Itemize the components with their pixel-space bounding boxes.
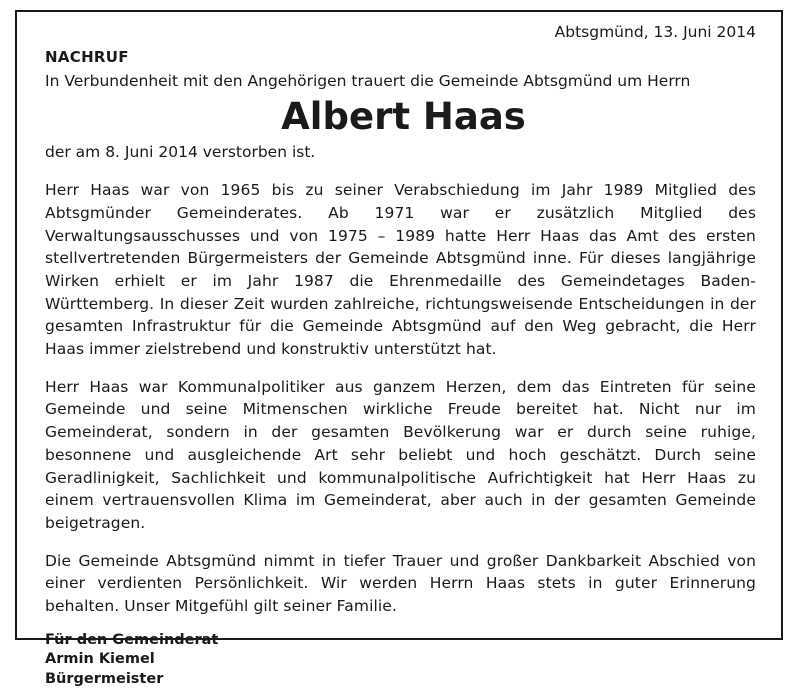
- signature-line: Für den Gemeinderat: [45, 631, 219, 648]
- signature-block: [45, 631, 756, 689]
- paragraph: Die Gemeinde Abtsgmünd nimmt in tiefer Trauer und großer Dankbarkeit Abschied von einer verdienten Persönlichkeit. Wir werden Herrn Haas stets in guter Erinnerung behalten. Unser Mitgefühl gilt seiner Familie.: [45, 551, 756, 616]
- heading: NACHRUF: [45, 48, 129, 66]
- deceased-name: Albert Haas: [281, 95, 526, 139]
- death-date-line: der am 8. Juni 2014 verstorben ist.: [45, 143, 316, 162]
- signature-name: Armin Kiemel: [45, 651, 155, 668]
- paragraph: Herr Haas war Kommunalpolitiker aus ganzem Herzen, dem das Eintreten für seine Gemeinde und seine Mitmenschen wirkliche Freude bereitet hat. Nicht nur im Gemeinderat, sondern in der gesamten Bevölkerung war er durch seine ruhige, besonnene und ausgleichende Art sehr beliebt und hoch geschätzt. Durch seine Geradlinigkeit, Sachlichkeit und kommunalpolitische Aufrichtigkeit hat Herr Haas zu einem vertrauensvollen Klima im Gemeinderat, aber auch in der gesamten Gemeinde beigetragen.: [45, 377, 756, 532]
- signature-title: Bürgermeister: [45, 670, 164, 687]
- obituary-content: [45, 21, 756, 689]
- intro-text: In Verbundenheit mit den Angehörigen trauert die Gemeinde Abtsgmünd um Herrn: [45, 71, 691, 90]
- paragraph: Herr Haas war von 1965 bis zu seiner Verabschiedung im Jahr 1989 Mitglied des Abtsgmünder Gemeinderates. Ab 1971 war er zusätzlich Mitglied des Verwaltungsausschusses und von 1975 – 1989 hatte Herr Haas das Amt des ersten stellvertretenden Bürgermeisters der Gemeinde Abtsgmünd inne. Für dieses langjährige Wirken erhielt er im Jahr 1987 die Ehrenmedaille des Gemeindetages Baden-Württemberg. In dieser Zeit wurden zahlreiche, richtungsweisende Entscheidungen in der gesamten Infrastruktur für die Gemeinde Abtsgmünd auf den Weg gebracht, die Herr Haas immer zielstrebend und konstruktiv unterstützt hat.: [45, 181, 756, 359]
- date-line: Abtsgmünd, 13. Juni 2014: [554, 23, 756, 41]
